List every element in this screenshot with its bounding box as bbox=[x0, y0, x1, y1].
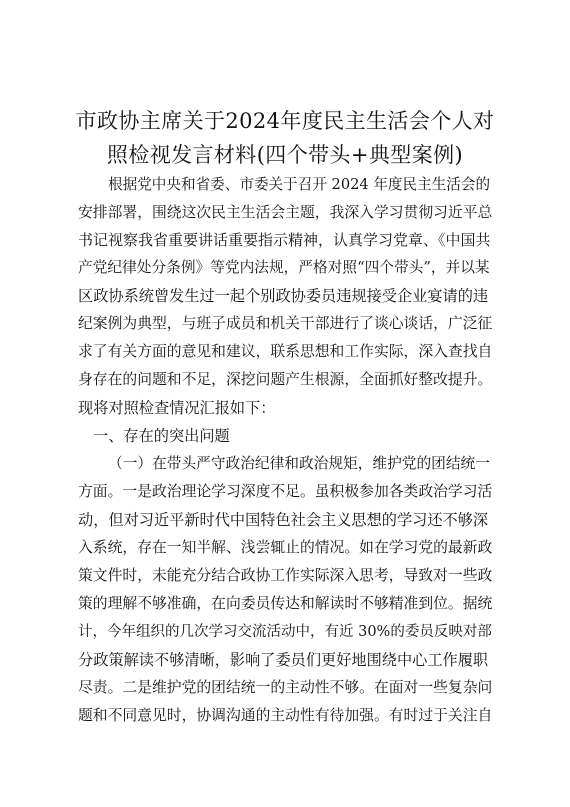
section-heading: 一、存在的突出问题 bbox=[93, 427, 230, 445]
body-line: 策的理解不够准确，在向委员传达和解读时不够精准到位。据统 bbox=[78, 595, 493, 612]
body-line: 安排部署，围绕这次民主生活会主题，我深入学习贯彻习近平总 bbox=[78, 204, 493, 221]
body-line: 区政协系统曾发生过一起个别政协委员违规接受企业宴请的违 bbox=[78, 287, 489, 305]
body-line: 方面。一是政治理论学习深度不足。虽积极参加各类政治学习活 bbox=[78, 483, 493, 500]
body-line: 书记视察我省重要讲话重要指示精神，认真学习党章、《中国共 bbox=[78, 231, 491, 249]
body-line: （一）在带头严守政治纪律和政治规矩，维护党的团结统一 bbox=[108, 455, 490, 472]
body-line: 计，今年组织的几次学习交流活动中，有近 30%的委员反映对部 bbox=[78, 624, 492, 640]
document-title-line-2: 照检视发言材料(四个带头+典型案例) bbox=[106, 143, 464, 167]
body-line: 入系统，存在一知半解、浅尝辄止的情况。如在学习党的最新政 bbox=[78, 539, 493, 556]
body-line: 策文件时，未能充分结合政协工作实际深入思考，导致对一些政 bbox=[78, 567, 493, 584]
body-line: 纪案例为典型，与班子成员和机关干部进行了谈心谈话，广泛征 bbox=[78, 315, 493, 332]
body-line: 题和不同意见时，协调沟通的主动性有待加强。有时过于关注自 bbox=[78, 707, 493, 724]
body-line: 产党纪律处分条例》等党内法规，严格对照“四个带头”，并以某 bbox=[78, 259, 490, 276]
document-title-line-1: 市政协主席关于2024年度民主生活会个人对 bbox=[75, 109, 495, 133]
body-line: 动，但对习近平新时代中国特色社会主义思想的学习还不够深 bbox=[78, 511, 489, 529]
body-line: 分政策解读不够清晰，影响了委员们更好地围绕中心工作履职 bbox=[78, 651, 489, 669]
body-line: 根据党中央和省委、市委关于召开 2024 年度民主生活会的 bbox=[108, 176, 491, 193]
body-line: 现将对照检查情况汇报如下： bbox=[78, 399, 276, 417]
body-line: 身存在的问题和不足，深挖问题产生根源，全面抓好整改提升。 bbox=[78, 371, 493, 388]
body-line: 求了有关方面的意见和建议，联系思想和工作实际，深入查找自 bbox=[78, 343, 493, 360]
body-line: 尽责。二是维护党的团结统一的主动性不够。在面对一些复杂问 bbox=[78, 679, 493, 696]
